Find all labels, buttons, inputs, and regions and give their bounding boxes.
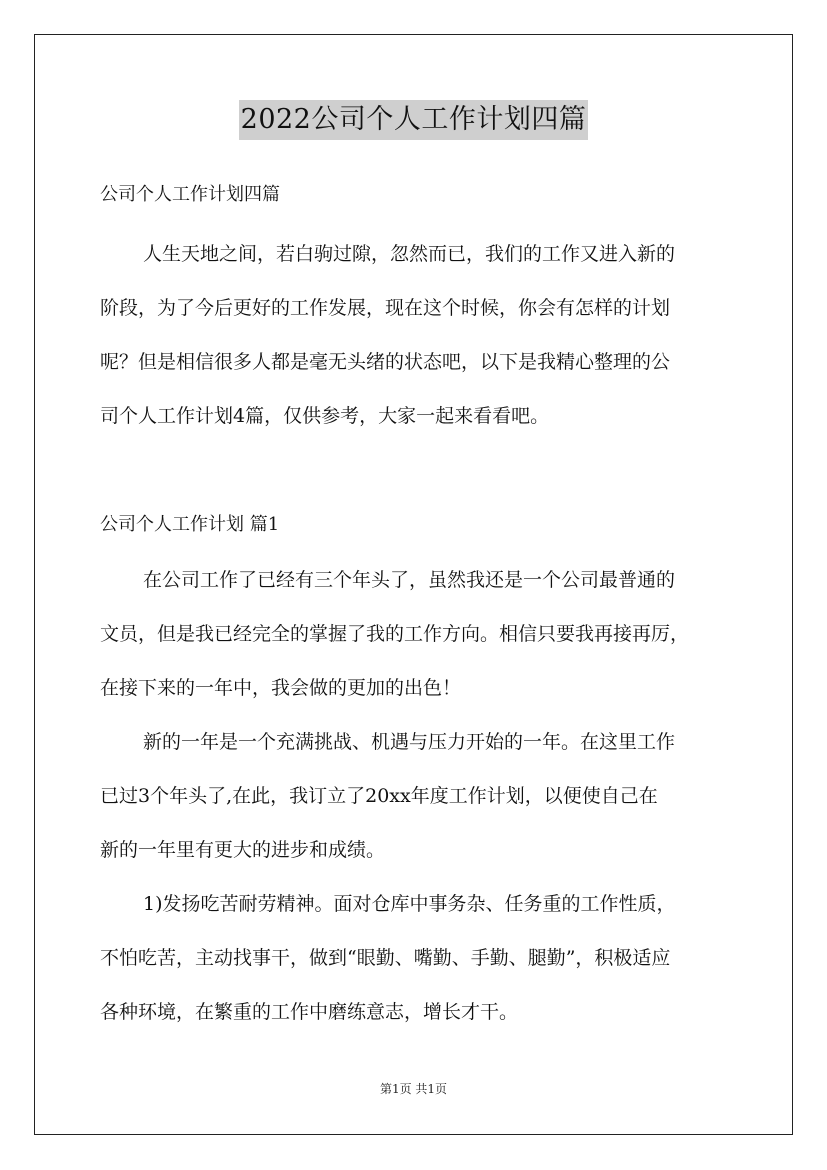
- document-title: 2022公司个人工作计划四篇: [239, 100, 589, 140]
- section1-para1-line-3: 在接下来的一年中，我会做的更加的出色！: [100, 677, 462, 699]
- intro-line-4: 司个人工作计划4篇，仅供参考，大家一起来看看吧。: [100, 405, 550, 427]
- section1-para2-line-1: 新的一年是一个充满挑战、机遇与压力开始的一年。在这里工作: [143, 731, 676, 753]
- subtitle-line: 公司个人工作计划四篇: [100, 184, 280, 205]
- section1-para1-line-2: 文员，但是我已经完全的掌握了我的工作方向。相信只要我再接再厉，: [100, 623, 690, 645]
- document-body: [100, 176, 730, 1024]
- section1-para1-line-1: 在公司工作了已经有三个年头了，虽然我还是一个公司最普通的: [143, 569, 676, 591]
- page-number: 第1页 共1页: [379, 1082, 448, 1096]
- intro-line-2: 阶段，为了今后更好的工作发展，现在这个时候，你会有怎样的计划: [100, 297, 671, 319]
- document-title-block: [0, 100, 827, 140]
- intro-line-1: 人生天地之间，若白驹过隙，忽然而已，我们的工作又进入新的: [143, 243, 676, 265]
- section1-para3-line-2: 不怕吃苦，主动找事干，做到“眼勤、嘴勤、手勤、腿勤”，积极适应: [100, 947, 671, 969]
- section1-para3-line-1: 1)发扬吃苦耐劳精神。面对仓库中事务杂、任务重的工作性质，: [143, 893, 676, 915]
- section1-para2-line-2: 已过3个年头了,在此，我订立了20xx年度工作计划，以便使自己在: [100, 785, 658, 807]
- page-footer: [0, 1081, 827, 1097]
- section1-para2-line-3: 新的一年里有更大的进步和成绩。: [100, 839, 386, 861]
- section-heading-1: 公司个人工作计划 篇1: [100, 514, 280, 535]
- section1-para3-line-3: 各种环境，在繁重的工作中磨练意志，增长才干。: [100, 1001, 519, 1023]
- intro-line-3: 呢？但是相信很多人都是毫无头绪的状态吧，以下是我精心整理的公: [100, 351, 671, 373]
